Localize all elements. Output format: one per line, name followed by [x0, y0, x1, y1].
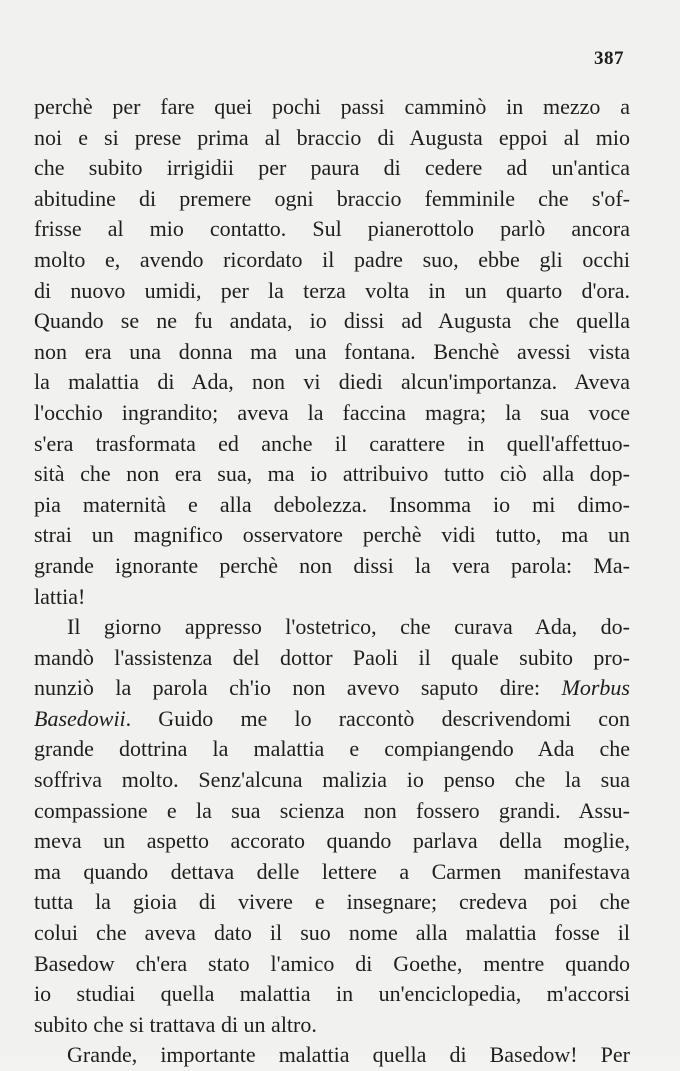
text-line: Basedow ch'era stato l'amico di Goethe, mentre quando: [34, 950, 630, 976]
text-line: Il giorno appresso l'ostetrico, che curava Ada, do-: [67, 614, 630, 640]
page-number: 387: [594, 48, 624, 69]
text-line: mandò l'assistenza del dottor Paoli il quale subito pro-: [34, 644, 630, 670]
text-line: colui che aveva dato il suo nome alla malattia fosse il: [34, 920, 630, 946]
text-line: lattia!: [34, 583, 86, 609]
text-line: [34, 704, 630, 735]
text-line: molto e, avendo ricordato il padre suo, ebbe gli occhi: [34, 246, 630, 272]
text-line: subito che si trattava di un altro.: [34, 1011, 317, 1037]
text-line: strai un magnifico osservatore perchè vidi tutto, ma un: [34, 522, 630, 548]
text-line: Grande, importante malattia quella di Basedow! Per: [67, 1042, 630, 1068]
text-line: s'era trasformata ed anche il carattere in quell'affettuo-: [34, 430, 630, 456]
text-line: grande ignorante perchè non dissi la vera parola: Ma-: [34, 552, 630, 578]
text-line: compassione e la sua scienza non fossero grandi. Assu-: [34, 797, 630, 823]
text-line: ma quando dettava delle lettere a Carmen manifestava: [34, 858, 630, 884]
paragraph-1: [34, 92, 630, 612]
text-line: Quando se ne fu andata, io dissi ad Augusta che quella: [34, 308, 630, 334]
italic-term: Basedowii: [34, 705, 126, 731]
text-line: tutta la gioia di vivere e insegnare; credeva poi che: [34, 889, 630, 915]
text-line: sità che non era sua, ma io attribuivo tutto ciò alla dop-: [34, 461, 630, 487]
text-line: soffriva molto. Senz'alcuna malizia io penso che la sua: [34, 767, 630, 793]
text-line: l'occhio ingrandito; aveva la faccina magra; la sua voce: [34, 399, 630, 425]
text-line: che subito irrigidii per paura di cedere ad un'antica: [34, 155, 630, 181]
text-line: non era una donna ma una fontana. Benchè avessi vista: [34, 338, 630, 364]
text-run: nunziò la parola ch'io non avevo saputo dire:: [34, 675, 562, 701]
text-line: abitudine di premere ogni braccio femminile che s'of-: [34, 185, 630, 211]
text-run: . Guido me lo raccontò descrivendomi con: [125, 705, 630, 731]
text-line: [34, 673, 630, 704]
text-line: noi e si prese prima al braccio di Augusta eppoi al mio: [34, 124, 630, 150]
text-line: grande dottrina la malattia e compiangendo Ada che: [34, 736, 630, 762]
italic-term: Morbus: [561, 675, 630, 701]
text-line: io studiai quella malattia in un'enciclopedia, m'accorsi: [34, 981, 630, 1007]
text-line: pia maternità e alla debolezza. Insomma io mi dimo-: [34, 491, 630, 517]
text-line: la malattia di Ada, non vi diedi alcun'importanza. Aveva: [34, 369, 630, 395]
text-line: meva un aspetto accorato quando parlava della moglie,: [34, 828, 630, 854]
text-line: di nuovo umidi, per la terza volta in un quarto d'ora.: [34, 277, 630, 303]
paragraph-2: [34, 612, 630, 1040]
text-line: perchè per fare quei pochi passi camminò in mezzo a: [34, 94, 630, 119]
text-line: frisse al mio contatto. Sul pianerottolo parlò ancora: [34, 216, 630, 242]
body-text: [34, 92, 630, 1071]
